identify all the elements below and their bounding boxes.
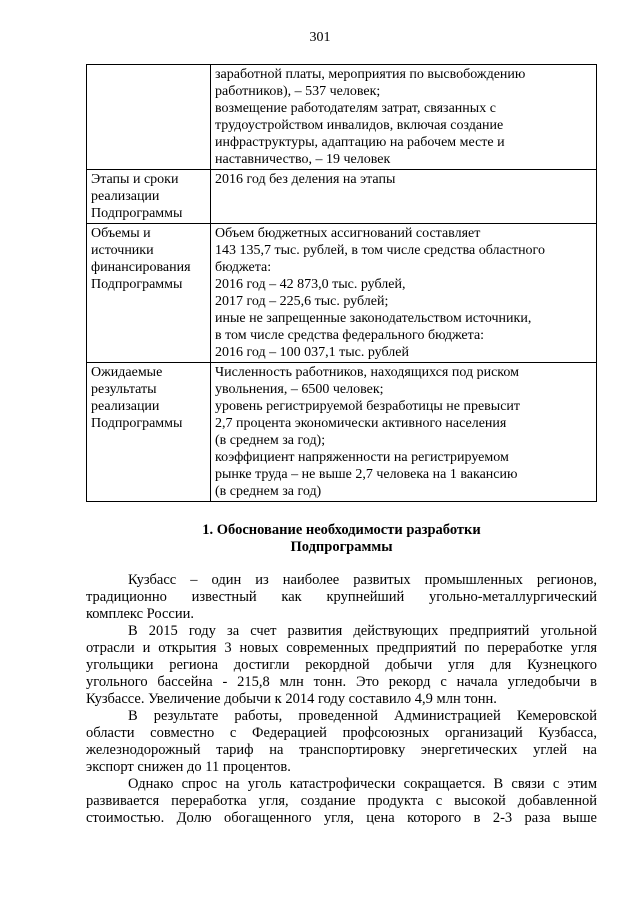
row-content-line: увольнения, – 6500 человек;: [215, 382, 384, 397]
row-content-line: рынке труда – не выше 2,7 человека на 1 вакансию: [215, 467, 518, 482]
row-content-line: 2017 год – 225,6 тыс. рублей;: [215, 294, 389, 309]
section-heading: [86, 522, 597, 556]
section-heading-line: Подпрограммы: [290, 539, 393, 555]
row-content-line: (в среднем за год): [215, 484, 322, 499]
row-label-line: Подпрограммы: [91, 206, 183, 221]
paragraph: [86, 708, 597, 776]
row-content-line: 2016 год без деления на этапы: [215, 172, 396, 187]
paragraph-line: экспорт снижен до 11 процентов.: [86, 759, 291, 775]
row-content-cell: [211, 224, 597, 363]
row-content-line: Объем бюджетных ассигнований составляет: [215, 226, 481, 241]
table-row: [87, 65, 597, 170]
row-content-cell: [211, 65, 597, 170]
paragraph-line: угольщики региона достигли рекордной добычи угля для Кузнецкого: [86, 657, 597, 673]
paragraph-line: отрасли и открытия 3 новых современных предприятий по переработке угля: [86, 640, 597, 656]
paragraph: [86, 776, 597, 827]
row-label-cell: [87, 65, 211, 170]
row-content-line: 143 135,7 тыс. рублей, в том числе средства областного: [215, 243, 545, 258]
row-content-line: 2016 год – 100 037,1 тыс. рублей: [215, 345, 409, 360]
paragraph: [86, 572, 597, 623]
row-label-cell: [87, 224, 211, 363]
row-label-line: источники: [91, 243, 154, 258]
paragraph-line: традиционно известный как крупнейший угольно-металлургический: [86, 589, 597, 605]
row-content-cell: [211, 170, 597, 224]
row-label-line: Подпрограммы: [91, 416, 183, 431]
paragraph-line: железнодорожный тариф на транспортировку энергетических углей на: [86, 742, 597, 758]
row-content-line: трудоустройством инвалидов, включая создание: [215, 118, 504, 133]
paragraph-line: области совместно с Федерацией профсоюзных организаций Кузбасса,: [86, 725, 597, 741]
row-label-line: Этапы и сроки: [91, 172, 179, 187]
paragraph-line: комплекс России.: [86, 606, 194, 622]
row-label-cell: [87, 170, 211, 224]
row-content-line: возмещение работодателям затрат, связанных с: [215, 101, 496, 116]
row-label-line: финансирования: [91, 260, 191, 275]
row-content-line: иные не запрещенные законодательством источники,: [215, 311, 532, 326]
paragraph-line: развивается переработка угля, создание продукта с высокой добавленной: [86, 793, 597, 809]
row-content-line: 2,7 процента экономически активного населения: [215, 416, 507, 431]
row-content-line: 2016 год – 42 873,0 тыс. рублей,: [215, 277, 406, 292]
row-content-cell: [211, 363, 597, 502]
paragraph: [86, 623, 597, 708]
row-label-line: результаты: [91, 382, 157, 397]
row-content-line: Численность работников, находящихся под риском: [215, 365, 519, 380]
row-content-line: уровень регистрируемой безработицы не превысит: [215, 399, 521, 414]
row-content-line: заработной платы, мероприятия по высвобождению: [215, 67, 526, 82]
table-row: [87, 224, 597, 363]
row-content-line: инфраструктуры, адаптацию на рабочем месте и: [215, 135, 505, 150]
paragraph-line: Кузбассе. Увеличение добычи к 2014 году составило 4,9 млн тонн.: [86, 691, 497, 707]
paragraph-line: В 2015 году за счет развития действующих предприятий угольной: [128, 623, 597, 639]
row-label-line: Ожидаемые: [91, 365, 163, 380]
row-content-line: бюджета:: [215, 260, 272, 275]
row-content-line: работников), – 537 человек;: [215, 84, 381, 99]
row-label-line: реализации: [91, 399, 160, 414]
row-label-line: реализации: [91, 189, 160, 204]
section-heading-line: 1. Обоснование необходимости разработки: [202, 522, 481, 538]
table-row: [87, 363, 597, 502]
table-row: [87, 170, 597, 224]
page-number: 301: [309, 30, 331, 45]
body-text: [86, 572, 597, 827]
row-content-line: коэффициент напряженности на регистрируемом: [215, 450, 509, 465]
row-content-line: наставничество, – 19 человек: [215, 152, 391, 167]
row-label-cell: [87, 363, 211, 502]
row-content-line: (в среднем за год);: [215, 433, 326, 448]
row-label-line: Подпрограммы: [91, 277, 183, 292]
paragraph-line: угольного бассейна - 215,8 млн тонн. Это рекорд с начала угледобычи в: [86, 674, 597, 690]
subprogram-passport-table: [86, 64, 597, 502]
paragraph-line: В результате работы, проведенной Администрацией Кемеровской: [128, 708, 597, 724]
paragraph-line: стоимостью. Долю обогащенного угля, цена которого в 2-3 раза выше: [86, 810, 597, 826]
paragraph-line: Кузбасс – один из наиболее развитых промышленных регионов,: [128, 572, 597, 588]
row-content-line: в том числе средства федерального бюджета:: [215, 328, 485, 343]
row-label-line: Объемы и: [91, 226, 151, 241]
paragraph-line: Однако спрос на уголь катастрофически сокращается. В связи с этим: [128, 776, 597, 792]
